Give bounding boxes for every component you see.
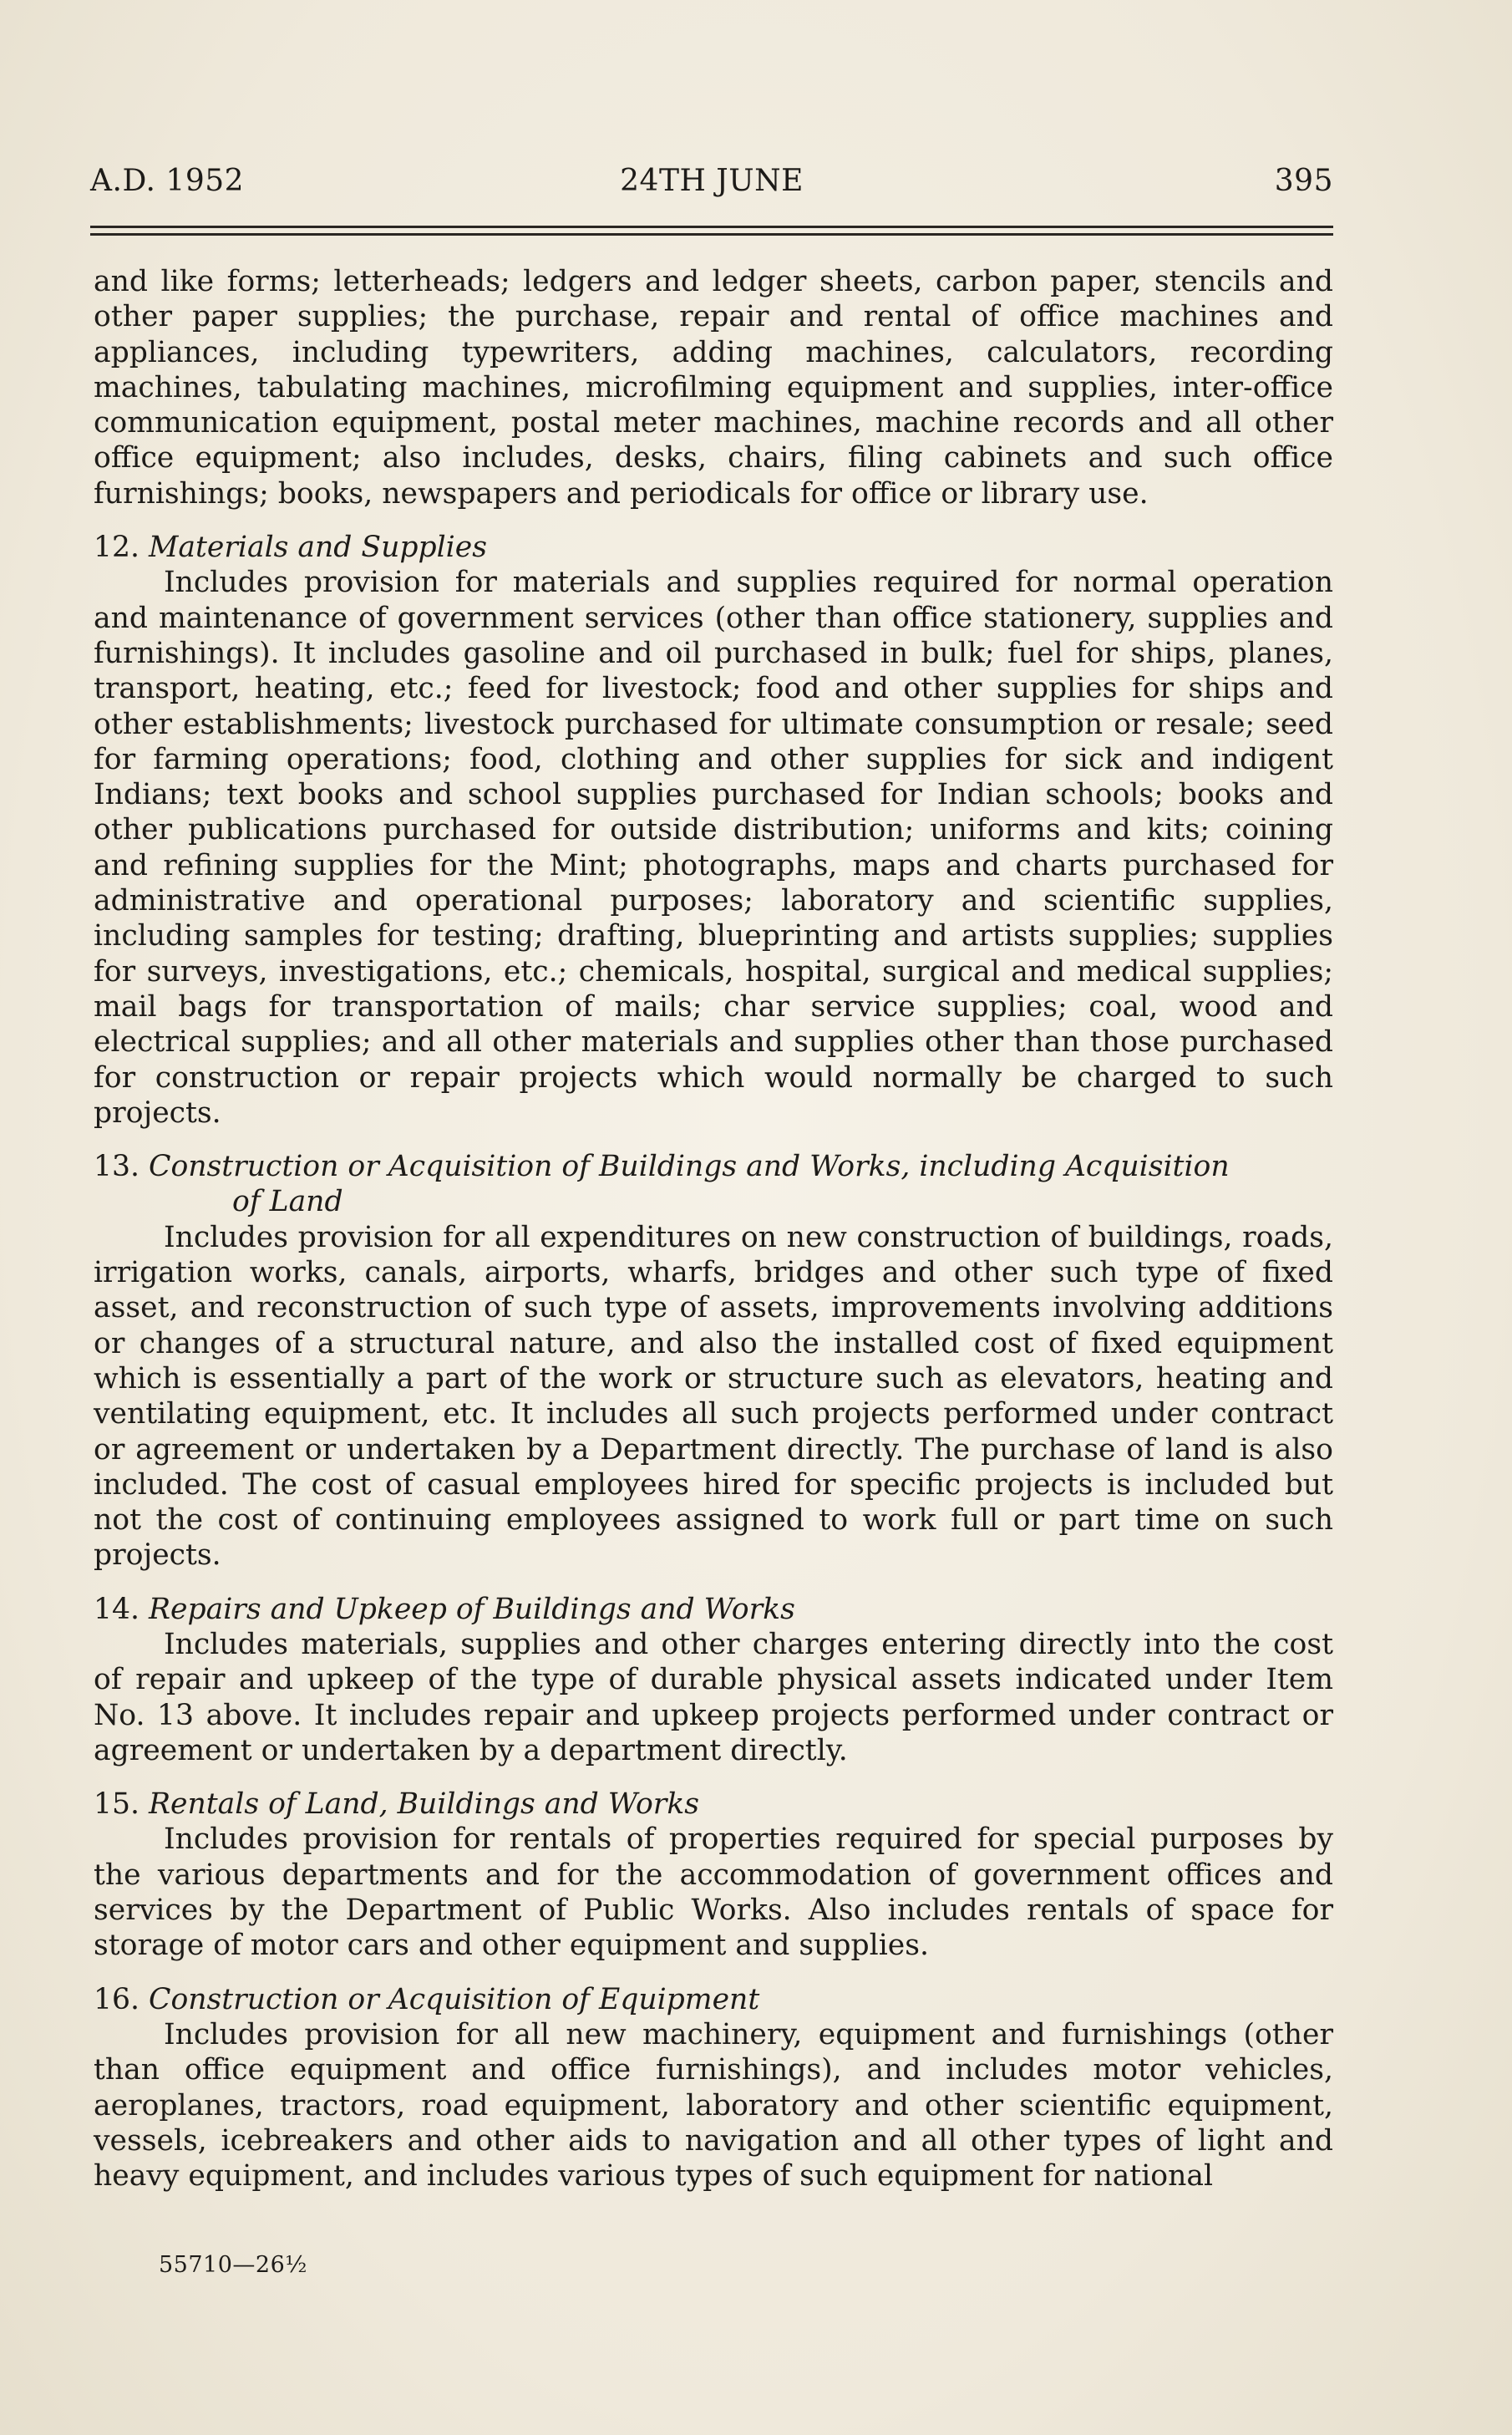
page-number: 395 <box>1274 164 1333 198</box>
section-15-title <box>94 1787 1333 1822</box>
section-title-text: Materials and Supplies <box>149 531 487 565</box>
continued-paragraph: and like forms; letterheads; ledgers and ledger sheets, carbon paper, stencils and other paper supplies; the purchase, repair and rental of office machines and appliances, including typewriters, adding machines, calculators, recording machines, tabulating machines, microfilming equipment and supplies, inter-office communication equipment, postal meter machines, machine records and all other office equipment; also includes, desks, chairs, filing cabinets and such office furnishings; books, newspapers and periodicals for office or library use. <box>94 265 1333 511</box>
section-title-text: Construction or Acquisition of Buildings and Works, including Acquisition <box>149 1150 1230 1184</box>
section-16-title <box>94 1982 1333 2017</box>
section-15-body: Includes provision for rentals of properties required for special purposes by the various departments and for the accommodation of government offices and services by the Department of Public Works. Also includes rentals of space for storage of motor cars and other equipment and supplies. <box>94 1822 1333 1963</box>
section-12-body: Includes provision for materials and supplies required for normal operation and maintenance of government services (other than office stationery, supplies and furnishings). It includes gasoline and oil purchased in bulk; fuel for ships, planes, transport, heating, etc.; feed for livestock; food and other supplies for ships and other establishments; livestock purchased for ultimate consumption or resale; seed for farming operations; food, clothing and other supplies for sick and indigent Indians; text books and school supplies purchased for Indian schools; books and other publications purchased for outside distribution; uniforms and kits; coining and refining supplies for the Mint; photographs, maps and charts purchased for administrative and operational purposes; laboratory and scientific supplies, including samples for testing; drafting, blueprinting and artists supplies; supplies for surveys, investigations, etc.; chemicals, hospital, surgical and medical supplies; mail bags for transportation of mails; char service supplies; coal, wood and electrical supplies; and all other materials and supplies other than those purchased for construction or repair projects which would normally be charged to such projects. <box>94 566 1333 1130</box>
section-number: 15. <box>94 1787 140 1822</box>
header-rule-top <box>90 226 1333 228</box>
section-number: 16. <box>94 1982 140 2016</box>
section-13-title <box>94 1149 1333 1184</box>
section-12-title <box>94 530 1333 565</box>
printer-footer: 55710—26½ <box>159 2252 307 2278</box>
page-header <box>90 164 1333 211</box>
section-number: 12. <box>94 531 140 565</box>
header-year: A.D. 1952 <box>90 164 245 198</box>
section-13-title-continued: of Land <box>232 1185 343 1219</box>
section-number: 14. <box>94 1592 140 1626</box>
section-number: 13. <box>94 1150 140 1184</box>
section-14-title <box>94 1592 1333 1627</box>
section-14-body: Includes materials, supplies and other charges entering directly into the cost of repair and upkeep of the type of durable physical assets indicated under Item No. 13 above. It includes repair and upkeep projects performed under contract or agreement or undertaken by a department directly. <box>94 1627 1333 1767</box>
section-title-text: Construction or Acquisition of Equipment <box>149 1982 760 2016</box>
section-13-body: Includes provision for all expenditures on new construction of buildings, roads, irrigation works, canals, airports, wharfs, bridges and other such type of fixed asset, and reconstruction of such type of assets, improvements involving additions or changes of a structural nature, and also the installed cost of fixed equipment which is essentially a part of the work or structure such as elevators, heating and ventilating equipment, etc. It includes all such projects performed under contract or agreement or undertaken by a Department directly. The purchase of land is also included. The cost of casual employees hired for specific projects is included but not the cost of continuing employees assigned to work full or part time on such projects. <box>94 1220 1333 1573</box>
section-title-text: Rentals of Land, Buildings and Works <box>149 1787 700 1822</box>
section-16-body: Includes provision for all new machinery, equipment and furnishings (other than office equipment and office furnishings), and includes motor vehicles, aeroplanes, tractors, road equipment, laboratory and other scientific equipment, vessels, icebreakers and other aids to navigation and all other types of light and heavy equipment, and includes various types of such equipment for national <box>94 2017 1333 2194</box>
header-rule-bottom <box>90 233 1333 236</box>
page-body <box>94 264 1333 2194</box>
section-title-text: Repairs and Upkeep of Buildings and Works <box>149 1592 795 1626</box>
header-date: 24TH JUNE <box>620 164 804 198</box>
